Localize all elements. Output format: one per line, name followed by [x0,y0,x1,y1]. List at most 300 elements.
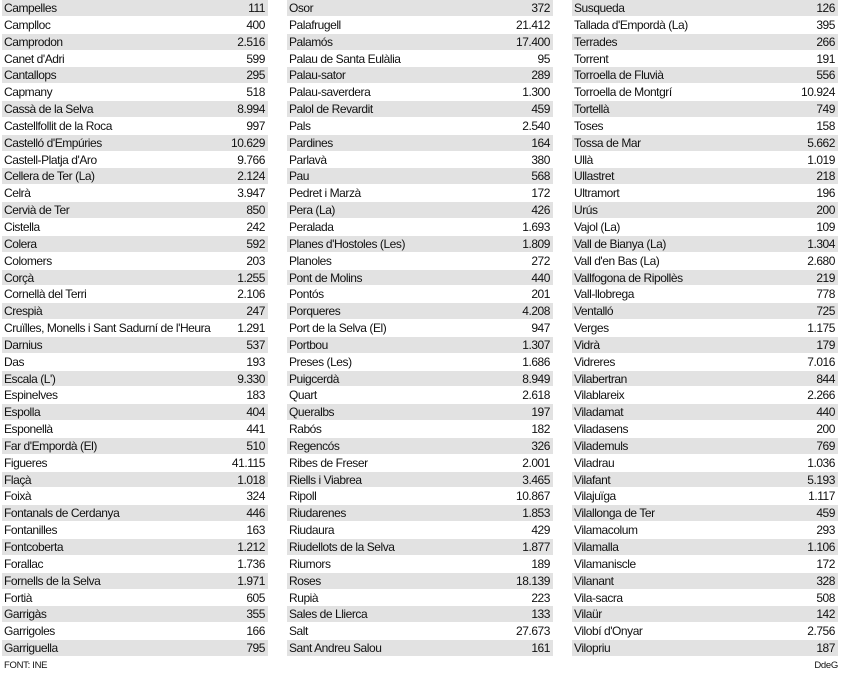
municipality-name: Portbou [289,337,328,352]
municipality-name: Cantallops [4,68,57,83]
municipality-name: Vidrà [574,337,600,352]
table-row [572,168,838,185]
table-row [572,320,838,337]
municipality-name: Vilallonga de Ter [574,506,655,521]
municipality-name: Ullà [574,152,593,167]
municipality-name: Palafrugell [289,17,341,32]
population-value: 2.540 [522,118,550,133]
population-value: 1.300 [522,85,550,100]
municipality-name: Garrigoles [4,624,55,639]
municipality-name: Cistella [4,219,40,234]
table-row [572,253,838,270]
municipality-name: Tortellà [574,102,610,117]
population-value: 605 [246,590,265,605]
municipality-name: Colomers [4,253,52,268]
population-value: 440 [531,270,550,285]
population-value: 7.016 [807,354,835,369]
municipality-name: Forallac [4,556,44,571]
table-row [287,84,553,101]
table-row [572,152,838,169]
population-value: 599 [246,51,265,66]
municipality-name: Pont de Molins [289,270,363,285]
table-row [287,286,553,303]
municipality-name: Puigcerdà [289,371,339,386]
table-row [287,421,553,438]
population-value: 404 [246,405,265,420]
table-row [2,51,268,68]
population-value: 446 [246,506,265,521]
table-row [572,286,838,303]
population-value: 2.516 [237,34,265,49]
population-value: 1.736 [237,556,265,571]
population-value: 850 [246,203,265,218]
table-row [2,236,268,253]
municipality-name: Riells i Viabrea [289,472,362,487]
population-value: 1.686 [522,354,550,369]
table-row [287,168,553,185]
table-row [287,185,553,202]
municipality-name: Esponellà [4,422,53,437]
table-row [2,219,268,236]
table-row [287,118,553,135]
population-value: 1.877 [522,540,550,554]
table-row [572,135,838,152]
municipality-name: Riudellots de la Selva [289,540,395,554]
population-value: 183 [246,388,265,403]
municipality-name: Celrà [4,186,31,201]
municipality-name: Toses [574,118,604,133]
table-row [572,303,838,320]
population-value: 537 [246,337,265,352]
table-row [572,51,838,68]
municipality-name: Pardines [289,135,333,150]
population-value: 328 [816,573,835,588]
population-value: 426 [531,203,550,218]
table-row [287,404,553,421]
table-row [2,556,268,573]
table-column-2 [287,0,553,657]
municipality-name: Terrades [574,34,618,49]
population-value: 200 [816,203,835,218]
population-value: 2.680 [807,253,835,268]
municipality-name: Darnius [4,337,43,352]
table-row [287,556,553,573]
source-note: FONT: INE [4,660,48,671]
table-row [287,354,553,371]
municipality-name: Peralada [289,219,334,234]
municipality-name: Torroella de Fluvià [574,68,664,83]
table-row [287,387,553,404]
municipality-name: Castellfollit de la Roca [4,118,112,133]
population-value: 4.208 [522,304,550,319]
population-value: 95 [537,51,550,66]
table-row [2,455,268,472]
table-row [572,472,838,489]
population-value: 1.304 [807,236,835,251]
municipality-name: Palau-saverdera [289,85,371,100]
population-value: 372 [531,1,550,15]
table-row [2,34,268,51]
municipality-name: Far d'Empordà (El) [4,438,97,453]
table-row [2,590,268,607]
population-value: 568 [531,169,550,184]
table-row [2,404,268,421]
population-value: 41.115 [231,455,265,470]
population-value: 1.036 [807,455,835,470]
population-value: 1.106 [807,540,835,554]
municipality-population-table [2,0,844,658]
table-row [572,270,838,287]
table-row [287,34,553,51]
table-row [287,152,553,169]
table-row [2,438,268,455]
table-row [572,606,838,623]
municipality-name: Roses [289,573,321,588]
table-row [572,118,838,135]
table-row [572,539,838,556]
table-row [2,303,268,320]
population-value: 182 [531,422,550,437]
table-row [287,303,553,320]
population-value: 1.175 [807,321,835,336]
table-row [287,371,553,388]
population-value: 1.291 [237,321,265,336]
population-value: 111 [248,1,265,15]
population-value: 218 [816,169,835,184]
population-value: 27.673 [515,624,550,639]
table-row [287,438,553,455]
municipality-name: Ventalló [574,304,614,319]
municipality-name: Espolla [4,405,41,420]
population-value: 2.756 [807,624,835,639]
population-value: 293 [816,523,835,538]
population-value: 8.994 [237,102,265,117]
population-value: 200 [816,422,835,437]
municipality-name: Urús [574,203,598,218]
population-value: 510 [246,438,265,453]
municipality-name: Vilablareix [574,388,625,403]
population-value: 429 [531,523,550,538]
municipality-name: Porqueres [289,304,341,319]
table-row [287,505,553,522]
table-row [287,590,553,607]
table-row [2,270,268,287]
municipality-name: Flaçà [4,472,32,487]
municipality-name: Torroella de Montgrí [574,85,672,100]
population-value: 1.853 [522,506,550,521]
table-row [2,539,268,556]
table-column-3 [572,0,838,657]
municipality-name: Regencós [289,438,340,453]
table-row [287,606,553,623]
municipality-name: Sales de Llierca [289,607,368,622]
municipality-name: Corçà [4,270,34,285]
population-value: 778 [816,287,835,302]
table-row [2,84,268,101]
population-value: 18.139 [515,573,550,588]
municipality-name: Preses (Les) [289,354,352,369]
population-value: 126 [816,1,835,15]
table-row [287,522,553,539]
population-value: 441 [246,422,265,437]
table-row [2,421,268,438]
table-row [2,522,268,539]
population-value: 3.947 [237,186,265,201]
table-row [2,135,268,152]
table-row [2,320,268,337]
population-value: 324 [246,489,265,504]
population-value: 749 [816,102,835,117]
population-value: 242 [246,219,265,234]
population-value: 355 [246,607,265,622]
municipality-name: Pera (La) [289,203,335,218]
table-row [287,270,553,287]
population-value: 508 [816,590,835,605]
table-row [572,337,838,354]
municipality-name: Fontcoberta [4,540,64,554]
table-row [287,17,553,34]
municipality-name: Cornellà del Terri [4,287,87,302]
table-row [287,236,553,253]
population-value: 556 [816,68,835,83]
population-value: 947 [531,321,550,336]
population-value: 10.629 [230,135,265,150]
table-row [2,118,268,135]
municipality-name: Vallfogona de Ripollès [574,270,683,285]
municipality-name: Camplloc [4,17,51,32]
municipality-name: Campelles [4,1,57,15]
municipality-name: Riudaura [289,523,335,538]
table-row [572,371,838,388]
population-value: 179 [816,337,835,352]
population-value: 109 [816,219,835,234]
table-row [2,202,268,219]
table-row [2,253,268,270]
table-row [2,0,268,17]
table-row [2,371,268,388]
municipality-name: Vilajuïga [574,489,616,504]
population-value: 272 [531,253,550,268]
municipality-name: Palol de Revardit [289,102,373,117]
municipality-name: Das [4,354,24,369]
table-row [2,185,268,202]
municipality-name: Vilamaniscle [574,556,636,571]
population-value: 725 [816,304,835,319]
municipality-name: Pedret i Marzà [289,186,361,201]
municipality-name: Viladrau [574,455,615,470]
municipality-name: Ultramort [574,186,620,201]
population-value: 203 [246,253,265,268]
population-value: 142 [816,607,835,622]
municipality-name: Palau de Santa Eulàlia [289,51,401,66]
table-row [572,387,838,404]
table-row [2,17,268,34]
municipality-name: Vilabertran [574,371,627,386]
table-row [2,101,268,118]
table-row [572,67,838,84]
table-row [2,472,268,489]
table-row [572,0,838,17]
population-value: 1.307 [522,337,550,352]
municipality-name: Port de la Selva (El) [289,321,387,336]
municipality-name: Salt [289,624,308,639]
municipality-name: Foixà [4,489,32,504]
municipality-name: Castell-Platja d'Aro [4,152,97,167]
population-value: 289 [531,68,550,83]
municipality-name: Vilamalla [574,540,619,554]
population-value: 247 [246,304,265,319]
municipality-name: Colera [4,236,37,251]
table-row [572,623,838,640]
table-row [572,522,838,539]
municipality-name: Cassà de la Selva [4,102,94,117]
municipality-name: Queralbs [289,405,335,420]
table-row [2,623,268,640]
table-row [287,202,553,219]
population-value: 844 [816,371,835,386]
municipality-name: Vilafant [574,472,611,487]
table-row [287,135,553,152]
municipality-name: Capmany [4,85,53,100]
municipality-name: Osor [289,1,314,15]
population-value: 997 [246,118,265,133]
table-row [572,640,838,657]
municipality-name: Viladamat [574,405,624,420]
table-row [572,455,838,472]
credit-note: DdeG [814,660,838,671]
municipality-name: Riumors [289,556,331,571]
table-row [287,101,553,118]
population-value: 592 [246,236,265,251]
population-value: 2.266 [807,388,835,403]
municipality-name: Tallada d'Empordà (La) [574,17,688,32]
population-value: 8.949 [522,371,550,386]
population-value: 295 [246,68,265,83]
municipality-name: Viladasens [574,422,628,437]
table-row [572,84,838,101]
municipality-name: Quart [289,388,317,403]
municipality-name: Vilademuls [574,438,628,453]
municipality-name: Ripoll [289,489,317,504]
population-value: 769 [816,438,835,453]
population-value: 2.618 [522,388,550,403]
municipality-name: Castelló d'Empúries [4,135,102,150]
population-value: 266 [816,34,835,49]
municipality-name: Vidreres [574,354,615,369]
table-row [2,488,268,505]
table-row [2,606,268,623]
municipality-name: Figueres [4,455,48,470]
population-value: 1.019 [807,152,835,167]
municipality-name: Riudarenes [289,506,346,521]
table-row [572,202,838,219]
municipality-name: Vilanant [574,573,614,588]
municipality-name: Palau-sator [289,68,346,83]
municipality-name: Pontós [289,287,324,302]
table-row [2,354,268,371]
municipality-name: Cellera de Ter (La) [4,169,95,184]
population-value: 193 [246,354,265,369]
population-value: 1.212 [237,540,265,554]
municipality-name: Susqueda [574,1,625,15]
population-value: 1.971 [237,573,265,588]
table-row [287,51,553,68]
population-value: 161 [531,641,550,656]
population-value: 326 [531,438,550,453]
municipality-name: Garrigàs [4,607,47,622]
population-value: 459 [816,506,835,521]
municipality-name: Vall d'en Bas (La) [574,253,660,268]
municipality-name: Rupià [289,590,319,605]
table-row [572,219,838,236]
population-value: 9.330 [237,371,265,386]
table-row [287,640,553,657]
table-row [2,152,268,169]
municipality-name: Verges [574,321,609,336]
municipality-name: Camprodon [4,34,63,49]
municipality-name: Planoles [289,253,332,268]
population-value: 1.018 [237,472,265,487]
population-value: 440 [816,405,835,420]
table-row [572,573,838,590]
population-value: 219 [816,270,835,285]
population-value: 197 [531,405,550,420]
population-value: 1.693 [522,219,550,234]
table-row [287,623,553,640]
table-row [287,0,553,17]
population-value: 2.001 [522,455,550,470]
municipality-name: Vilaür [574,607,602,622]
municipality-name: Vila-sacra [574,590,623,605]
table-row [2,573,268,590]
municipality-name: Sant Andreu Salou [289,641,382,656]
table-row [2,505,268,522]
population-value: 459 [531,102,550,117]
municipality-name: Crespià [4,304,43,319]
municipality-name: Fortià [4,590,32,605]
population-value: 187 [816,641,835,656]
table-row [572,17,838,34]
municipality-name: Planes d'Hostoles (Les) [289,236,406,251]
table-row [572,185,838,202]
population-value: 196 [816,186,835,201]
municipality-name: Canet d'Adri [4,51,65,66]
population-value: 158 [816,118,835,133]
municipality-name: Vall-llobrega [574,287,634,302]
table-row [287,253,553,270]
table-row [287,472,553,489]
table-row [572,404,838,421]
table-row [572,556,838,573]
table-row [2,67,268,84]
table-column-1 [2,0,268,657]
municipality-name: Cervià de Ter [4,203,70,218]
municipality-name: Ullastret [574,169,614,184]
table-row [572,354,838,371]
table-row [287,219,553,236]
population-value: 166 [246,624,265,639]
municipality-name: Pau [289,169,310,184]
table-row [287,320,553,337]
population-value: 2.124 [237,169,265,184]
table-row [572,236,838,253]
population-value: 2.106 [237,287,265,302]
population-value: 163 [246,523,265,538]
population-value: 164 [531,135,550,150]
municipality-name: Fontanilles [4,523,58,538]
population-value: 10.867 [515,489,550,504]
table-row [572,505,838,522]
